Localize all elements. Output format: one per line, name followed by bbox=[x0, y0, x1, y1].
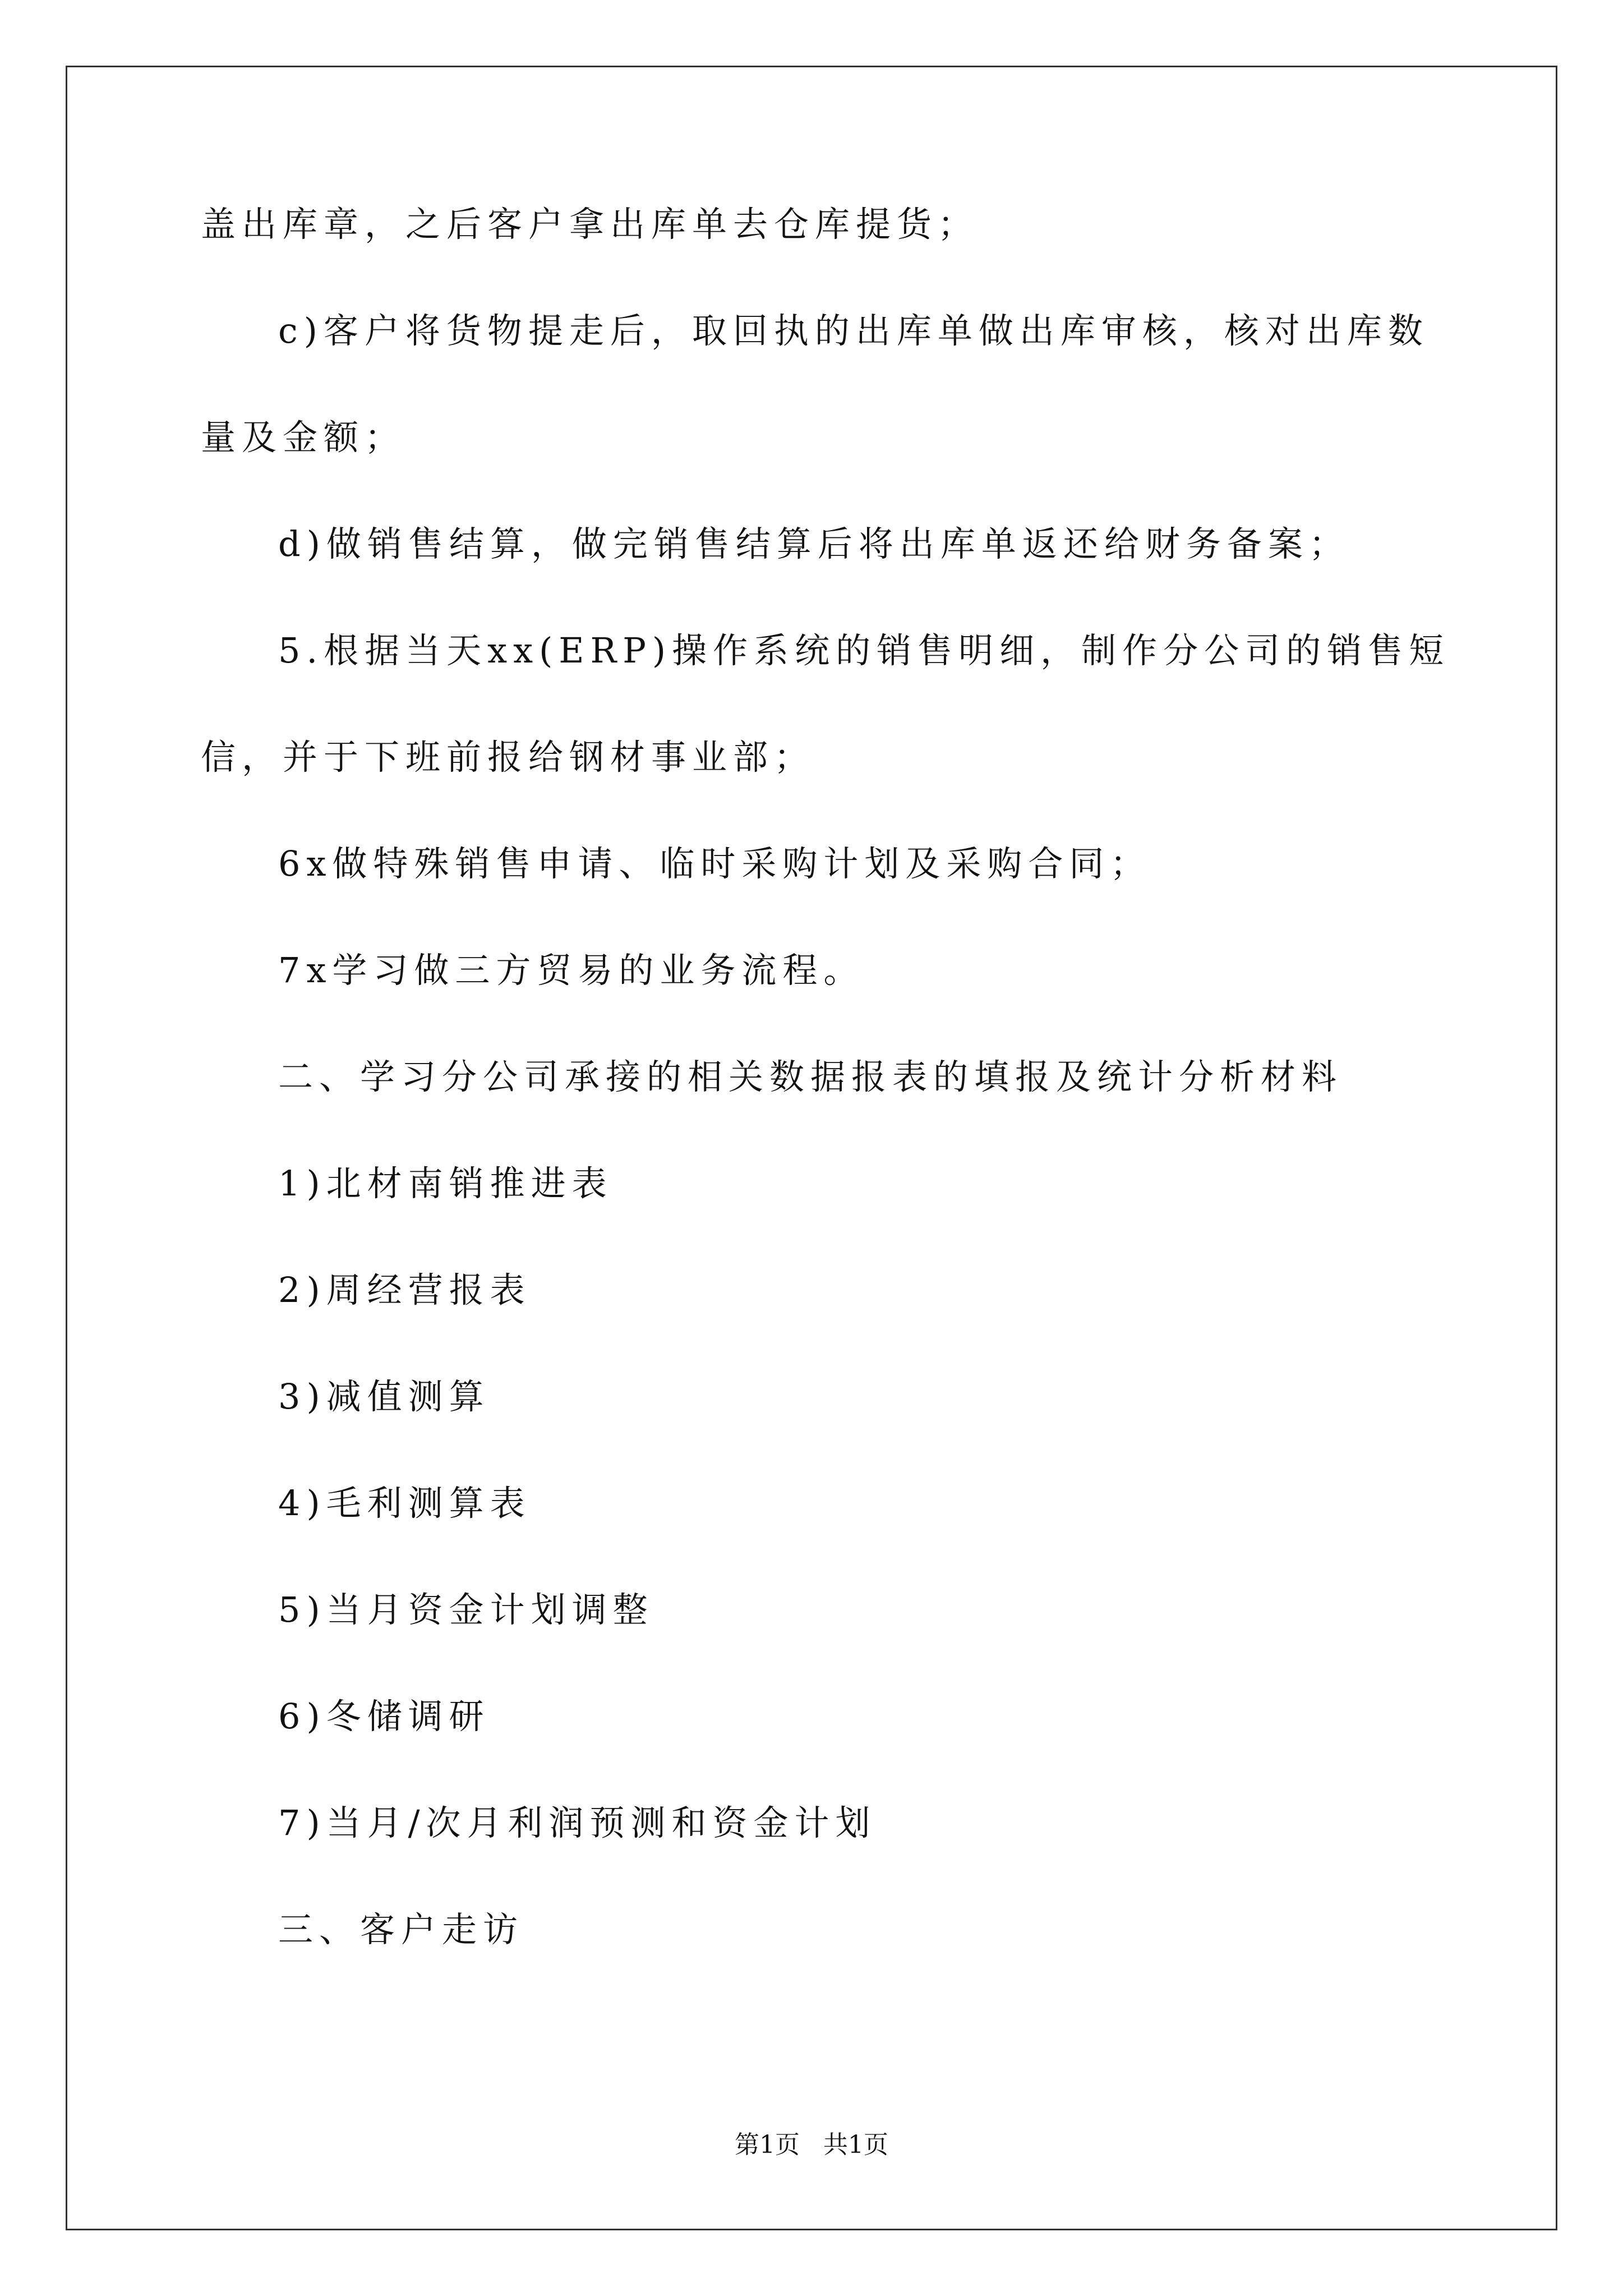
list-item: 6)冬储调研 bbox=[278, 1696, 490, 1737]
text-line: 5.根据当天xx(ERP)操作系统的销售明细，制作分公司的销售短 bbox=[278, 630, 1450, 671]
list-item: 2)周经营报表 bbox=[278, 1269, 531, 1310]
text-line: 7x学习做三方贸易的业务流程。 bbox=[278, 950, 865, 991]
text-line: c)客户将货物提走后，取回执的出库单做出库审核，核对出库数 bbox=[278, 310, 1429, 351]
page-number-footer: 第1页 共1页 bbox=[735, 2131, 888, 2159]
page-border bbox=[66, 66, 1557, 2230]
text-line: 6x做特殊销售申请、临时采购计划及采购合同； bbox=[278, 843, 1151, 884]
list-item: 4)毛利测算表 bbox=[278, 1483, 531, 1524]
list-item: 7)当月/次月利润预测和资金计划 bbox=[278, 1802, 877, 1843]
text-line: 盖出库章，之后客户拿出库单去仓库提货； bbox=[201, 204, 979, 245]
text-line: 量及金额； bbox=[201, 417, 406, 458]
section-heading: 三、客户走访 bbox=[278, 1909, 524, 1950]
list-item: 1)北材南销推进表 bbox=[278, 1163, 613, 1204]
text-line: d)做销售结算，做完销售结算后将出库单返还给财务备案； bbox=[278, 523, 1350, 564]
list-item: 3)减值测算 bbox=[278, 1376, 490, 1417]
text-line: 信，并于下班前报给钢材事业部； bbox=[201, 737, 815, 777]
section-heading: 二、学习分公司承接的相关数据报表的填报及统计分析材料 bbox=[278, 1056, 1343, 1097]
list-item: 5)当月资金计划调整 bbox=[278, 1589, 654, 1630]
